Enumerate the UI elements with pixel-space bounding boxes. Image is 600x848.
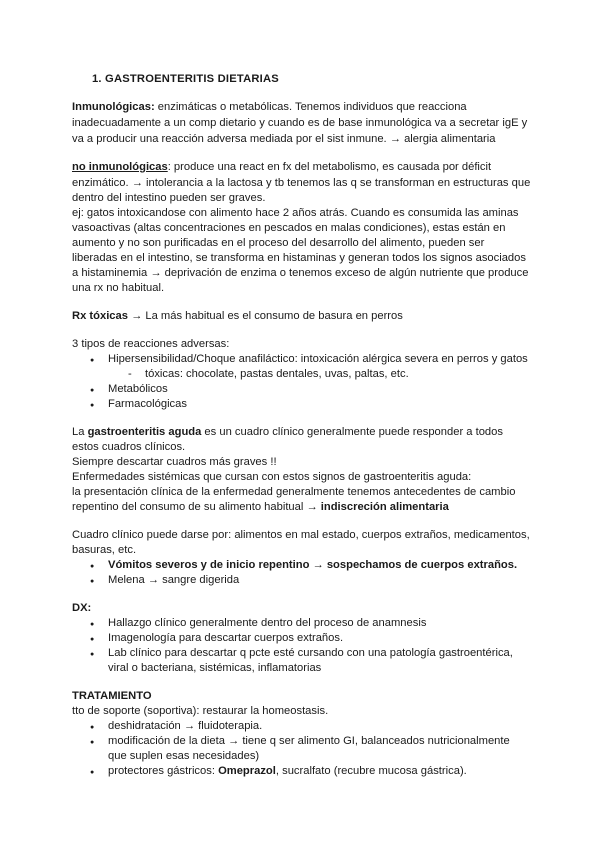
noinmuno-line-7: liberadas en el intestino, se transforma en histaminas y generan todos los signos asociados — [72, 252, 526, 264]
aguda-line-5: la presentación clínica de la enfermedad generalmente tenemos antecedentes de cambio — [72, 486, 516, 498]
dx-item-3a: Lab clínico para descartar q pcte esté cursando con una patología gastroentérica, — [108, 647, 513, 659]
noinmuno-line-8: a histaminemia → deprivación de enzima o tenemos exceso de algún nutriente que produce — [72, 267, 529, 279]
noinmuno-line-2: enzimático. → intolerancia a la lactosa y tb tenemos las q se transforman en estructuras que — [72, 177, 531, 189]
bullet-icon — [90, 734, 94, 751]
bullet-icon — [90, 573, 94, 590]
dx-heading: DX: — [72, 602, 92, 614]
bullet-icon — [90, 646, 94, 663]
inmuno-label: Inmunológicas: — [72, 101, 155, 113]
aguda-label: gastroenteritis aguda — [87, 426, 202, 438]
tratamiento-item-3-post: , sucralfato (recubre mucosa gástrica). — [275, 765, 467, 777]
rx-label: Rx tóxicas — [72, 310, 128, 322]
cuadro-item-2: Melena → sangre digerida — [108, 574, 240, 586]
aguda-text-6: repentino del consumo de su alimento habitual → — [72, 501, 321, 513]
noinmuno-line-1 — [72, 160, 491, 176]
noinmuno-line-9: una rx no habitual. — [72, 282, 165, 294]
aguda-line-2: estos cuadros clínicos. — [72, 441, 186, 453]
bullet-icon — [90, 352, 94, 369]
page-title: 1. GASTROENTERITIS DIETARIAS — [92, 73, 279, 85]
cuadro-line-2: basuras, etc. — [72, 544, 137, 556]
inmuno-line-2: inadecuadamente a un comp dietario y cuando es de base inmunológica va a secretar igE y — [72, 117, 528, 129]
rx-line — [72, 309, 403, 325]
aguda-line-3: Siempre descartar cuadros más graves !! — [72, 456, 277, 468]
tratamiento-item-2a: modificación de la dieta → tiene q ser alimento GI, balanceados nutricionalmente — [108, 735, 510, 747]
aguda-bold-6: indiscreción alimentaria — [320, 501, 449, 513]
tratamiento-item-3 — [108, 764, 467, 780]
aguda-line-6 — [72, 500, 449, 516]
aguda-text-1: es un cuadro clínico generalmente puede responder a todos — [201, 426, 503, 438]
inmuno-text-1: enzimáticas o metabólicas. Tenemos individuos que reacciona — [154, 101, 467, 113]
tipos-item-1: Hipersensibilidad/Choque anafiláctico: intoxicación alérgica severa en perros y gatos — [108, 353, 528, 365]
aguda-line-4: Enfermedades sistémicas que cursan con estos signos de gastroenteritis aguda: — [72, 471, 472, 483]
tratamiento-heading: TRATAMIENTO — [72, 690, 152, 702]
dash-icon: - — [128, 368, 132, 380]
tratamiento-item-3-pre: protectores gástricos: — [108, 765, 219, 777]
tratamiento-item-2b: que suplen esas necesidades) — [108, 750, 260, 762]
cuadro-item-1: Vómitos severos y de inicio repentino → sospechamos de cuerpos extraños. — [108, 559, 518, 571]
tipos-item-3: Farmacológicas — [108, 398, 187, 410]
tratamiento-intro: tto de soporte (soportiva): restaurar la homeostasis. — [72, 705, 329, 717]
noinmuno-line-5: vasoactivas (altas concentraciones en pescados en malas condiciones), estas están en — [72, 222, 506, 234]
bullet-icon — [90, 397, 94, 414]
cuadro-line-1: Cuadro clínico puede darse por: alimentos en mal estado, cuerpos extraños, medicamentos, — [72, 529, 530, 541]
noinmuno-line-6: aumento y no son purificadas en el proceso del desarrollo del alimento, pueden ser — [72, 237, 485, 249]
aguda-line-1 — [72, 425, 503, 441]
rx-text: → La más habitual es el consumo de basura en perros — [127, 310, 403, 322]
tipos-item-2: Metabólicos — [108, 383, 168, 395]
aguda-pre: La — [72, 426, 88, 438]
noinmuno-line-3: dentro del intestino pueden ser graves. — [72, 192, 266, 204]
dx-item-2: Imagenología para descartar cuerpos extraños. — [108, 632, 344, 644]
noinmuno-label: no inmunológicas — [72, 161, 168, 173]
tratamiento-item-1: deshidratación → fluidoterapia. — [108, 720, 263, 732]
bullet-icon — [90, 764, 94, 781]
dx-item-1: Hallazgo clínico generalmente dentro del proceso de anamnesis — [108, 617, 427, 629]
inmuno-line-3: va a producir una reacción adversa mediada por el sist inmune. → alergia alimentaria — [72, 133, 496, 145]
inmuno-line-1 — [72, 100, 467, 116]
tipos-subitem-1: tóxicas: chocolate, pastas dentales, uvas, paltas, etc. — [145, 368, 409, 380]
dx-item-3b: viral o bacteriana, sistémicas, inflamatorias — [108, 662, 322, 674]
noinmuno-line-4: ej: gatos intoxicandose con alimento hace 2 años atrás. Cuando es consumida las aminas — [72, 207, 519, 219]
tratamiento-item-3-bold: Omeprazol — [218, 765, 276, 777]
tipos-intro: 3 tipos de reacciones adversas: — [72, 338, 230, 350]
noinmuno-text-1: : produce una react en fx del metabolismo, es causada por déficit — [167, 161, 492, 173]
